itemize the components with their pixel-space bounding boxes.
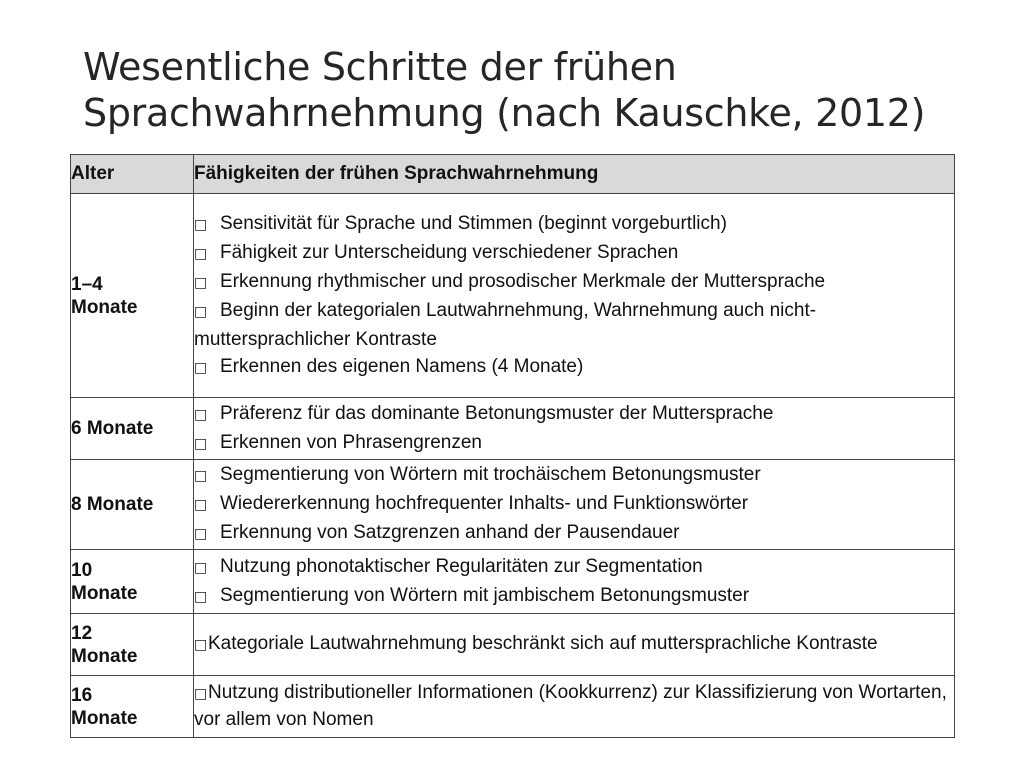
skills-cell bbox=[194, 194, 955, 398]
bullet-box-icon: □ bbox=[194, 245, 208, 262]
list-item bbox=[194, 680, 954, 733]
age-cell bbox=[71, 550, 194, 614]
age-label: Monate bbox=[71, 645, 138, 667]
list-item bbox=[194, 210, 954, 239]
list-item bbox=[194, 582, 954, 611]
age-cell bbox=[71, 398, 194, 460]
bullet-box-icon: □ bbox=[194, 526, 208, 542]
skill-text: Sensitivität für Sprache und Stimmen (beginnt vorgeburtlich) bbox=[220, 212, 727, 234]
list-item bbox=[194, 631, 954, 658]
skill-text: Fähigkeit zur Unterscheidung verschiedener Sprachen bbox=[220, 241, 679, 263]
age-label: Monate bbox=[71, 582, 138, 604]
table-row bbox=[71, 194, 955, 398]
list-item bbox=[194, 297, 954, 353]
table-row bbox=[71, 550, 955, 614]
list-item bbox=[194, 353, 954, 382]
bullet-box-icon: □ bbox=[194, 686, 208, 702]
skill-text: Erkennung rhythmischer und prosodischer Merkmale der Muttersprache bbox=[220, 270, 826, 292]
age-cell bbox=[71, 676, 194, 738]
age-label: 6 Monate bbox=[71, 418, 154, 439]
list-item bbox=[194, 553, 954, 582]
age-label: Monate bbox=[71, 296, 138, 318]
skill-text: Segmentierung von Wörtern mit jambischem Betonungsmuster bbox=[220, 584, 750, 606]
age-label: 1–4 bbox=[71, 273, 103, 295]
age-label: 8 Monate bbox=[71, 494, 154, 515]
skill-text: Erkennung von Satzgrenzen anhand der Pausendauer bbox=[220, 522, 680, 543]
skills-cell bbox=[194, 460, 955, 550]
skill-text: Nutzung phonotaktischer Regularitäten zur Segmentation bbox=[220, 555, 703, 577]
skill-text: Präferenz für das dominante Betonungsmuster der Muttersprache bbox=[220, 402, 774, 424]
table-row bbox=[71, 676, 955, 738]
list-item bbox=[194, 461, 954, 490]
bullet-box-icon: □ bbox=[194, 497, 208, 513]
list-item bbox=[194, 239, 954, 268]
header-age: Alter bbox=[71, 155, 194, 194]
table-header-row bbox=[71, 155, 955, 194]
skill-text: Beginn der kategorialen Lautwahrnehmung, Wahrnehmung auch nicht-muttersprachlicher Kontraste bbox=[194, 299, 817, 350]
bullet-box-icon: □ bbox=[194, 588, 208, 605]
age-label: 10 bbox=[71, 559, 93, 581]
header-skills: Fähigkeiten der frühen Sprachwahrnehmung bbox=[194, 155, 955, 194]
bullet-box-icon: □ bbox=[194, 216, 208, 233]
table-row bbox=[71, 614, 955, 676]
list-item bbox=[194, 490, 954, 519]
bullet-box-icon: □ bbox=[194, 435, 208, 452]
slide-title-line-2: Sprachwahrnehmung (nach Kauschke, 2012) bbox=[83, 91, 926, 135]
age-label: 12 bbox=[71, 622, 93, 644]
slide-title bbox=[83, 44, 983, 136]
table-row bbox=[71, 398, 955, 460]
list-item bbox=[194, 400, 954, 429]
age-label: Monate bbox=[71, 707, 138, 729]
slide-title-line-1: Wesentliche Schritte der frühen bbox=[83, 45, 677, 89]
age-cell bbox=[71, 460, 194, 550]
bullet-box-icon: □ bbox=[194, 274, 208, 291]
skill-text: Segmentierung von Wörtern mit trochäischem Betonungsmuster bbox=[220, 464, 761, 485]
language-perception-table bbox=[70, 154, 955, 738]
bullet-box-icon: □ bbox=[194, 303, 208, 320]
list-item bbox=[194, 268, 954, 297]
bullet-box-icon: □ bbox=[194, 359, 208, 376]
skill-text: Nutzung distributioneller Informationen (Kookkurrenz) zur Klassifizierung von Wortarten, vor allem von Nomen bbox=[194, 682, 947, 730]
list-item bbox=[194, 429, 954, 458]
list-item bbox=[194, 519, 954, 548]
skills-cell bbox=[194, 398, 955, 460]
skill-text: Wiedererkennung hochfrequenter Inhalts- und Funktionswörter bbox=[220, 493, 749, 514]
table-row bbox=[71, 460, 955, 550]
bullet-box-icon: □ bbox=[194, 637, 208, 653]
skill-text: Erkennen des eigenen Namens (4 Monate) bbox=[220, 355, 584, 377]
age-cell bbox=[71, 614, 194, 676]
bullet-box-icon: □ bbox=[194, 559, 208, 576]
bullet-box-icon: □ bbox=[194, 406, 208, 423]
skill-text: Erkennen von Phrasengrenzen bbox=[220, 431, 482, 453]
skills-cell bbox=[194, 676, 955, 738]
skills-cell bbox=[194, 550, 955, 614]
age-label: 16 bbox=[71, 684, 93, 706]
skills-cell bbox=[194, 614, 955, 676]
bullet-box-icon: □ bbox=[194, 468, 208, 484]
skill-text: Kategoriale Lautwahrnehmung beschränkt sich auf muttersprachliche Kontraste bbox=[208, 633, 878, 654]
age-cell bbox=[71, 194, 194, 398]
